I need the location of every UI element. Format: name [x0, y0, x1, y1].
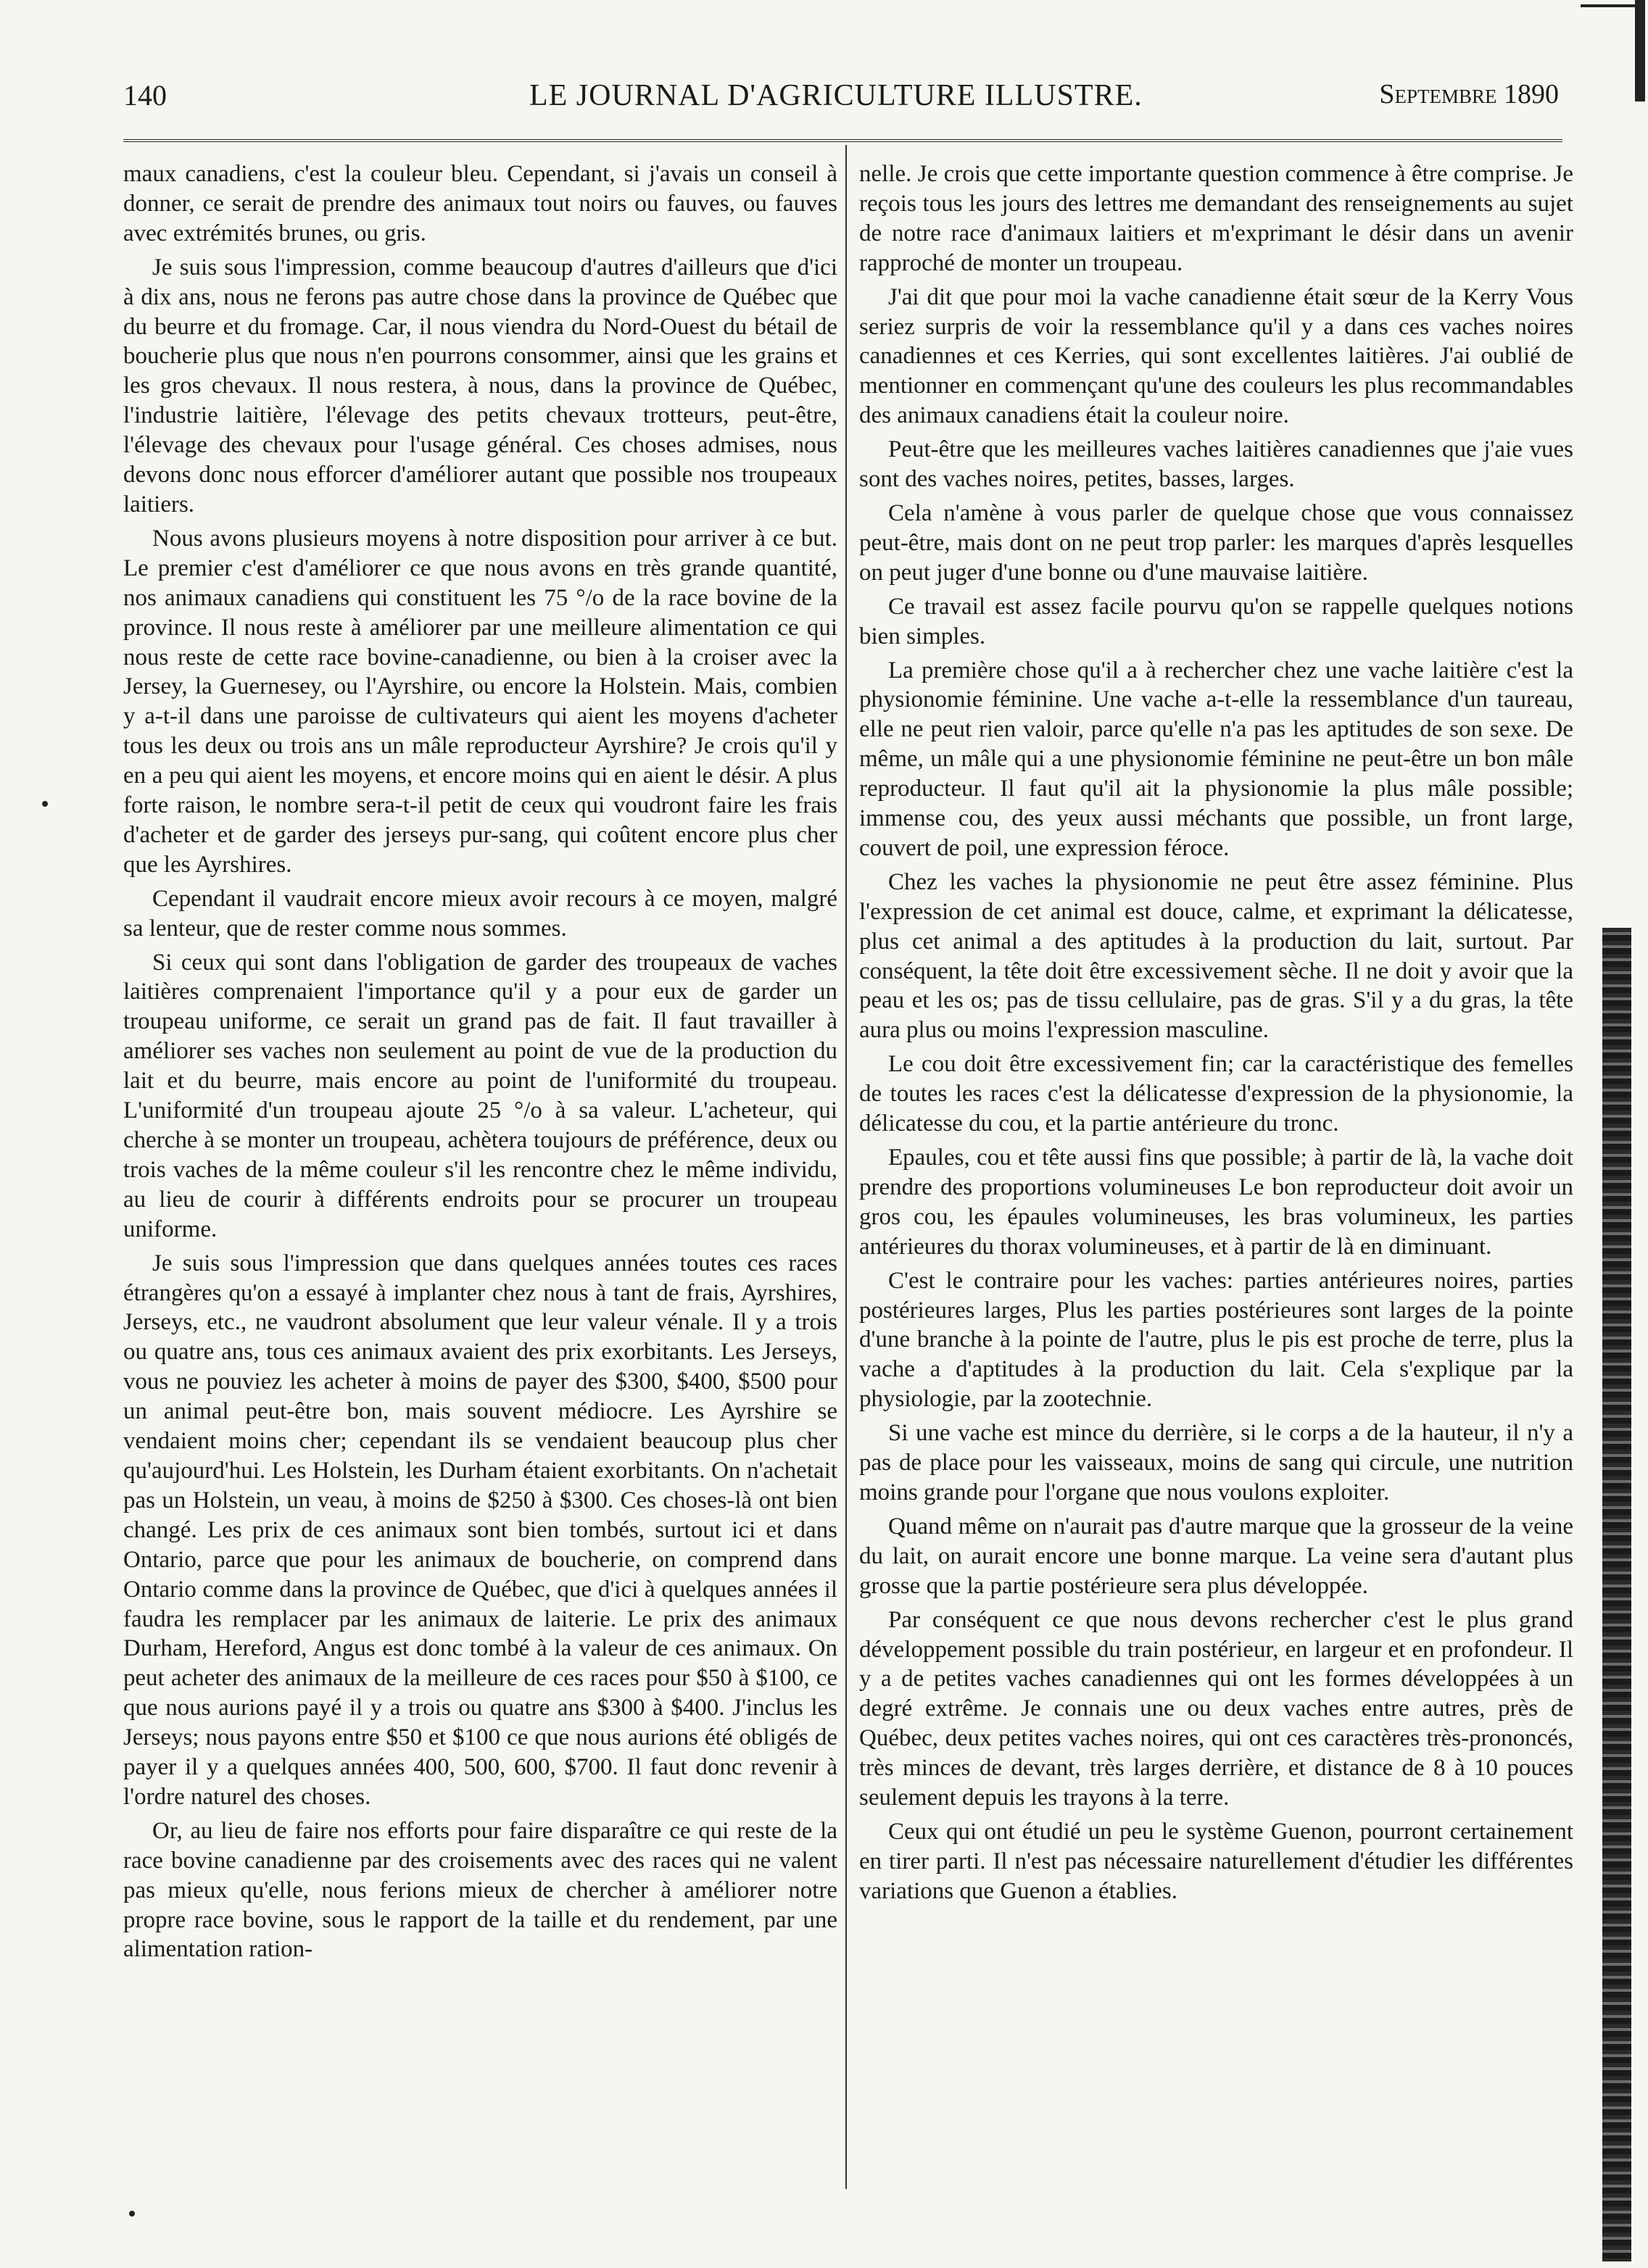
paragraph: Nous avons plusieurs moyens à notre disposition pour arriver à ce but. Le premier c'est d'améliorer ce que nous avons en très grande quantité, nos animaux canadiens qui constituent les 75 °/o de la race bovine de la province. Il nous reste à améliorer par une meilleure alimentation ce qui nous reste de cette race bovine-canadienne, ou bien à la croiser avec la Jersey, la Guernesey, ou l'Ayrshire, ou encore la Holstein. Mais, combien y a-t-il dans une paroisse de cultivateurs qui aient les moyens d'acheter tous les deux ou trois ans un mâle reproducteur Ayrshire? Je crois qu'il y en a peu qui aient les moyens, et encore moins qui en aient le désir. A plus forte raison, le nombre sera-t-il petit de ceux qui voudront faire les frais d'acheter et de garder des jerseys pur-sang, qui coûtent encore plus cher que les Ayrshires. — [123, 525, 837, 878]
paragraph: C'est le contraire pour les vaches: parties antérieures noires, parties postérieures larges, Plus les parties postérieures sont larges de la pointe d'une branche à la pointe de l'autre, plus le pis est proche de terre, plus la vache a d'aptitudes à la production du lait. Cela s'explique par la physiologie, par la zootechnie. — [859, 1267, 1573, 1413]
issue-date: Septembre 1890 — [1379, 79, 1559, 109]
header-rule — [123, 139, 1562, 142]
paragraph: Le cou doit être excessivement fin; car la caractéristique des femelles de toutes les races c'est la délicatesse d'expression de la physionomie, la délicatesse du cou, et la partie antérieure du tronc. — [859, 1051, 1573, 1137]
paragraph: La première chose qu'il a à rechercher chez une vache laitière c'est la physionomie féminine. Une vache a-t-elle la ressemblance d'un taureau, elle ne peut rien valoir, parce qu'elle n'a pas les aptitudes de son sexe. De même, un mâle qui a une physionomie féminine ne peut-être un bon mâle reproducteur. Il faut qu'il ait la physionomie la plus mâle possible; immense cou, des yeux aussi méchants que possible, un front large, couvert de poil, une expression féroce. — [859, 657, 1573, 861]
paragraph: J'ai dit que pour moi la vache canadienne était sœur de la Kerry Vous seriez surpris de voir la ressemblance qu'il y a dans ces vaches noires canadiennes et ces Kerries, qui sont excellentes laitières. J'ai oublié de mentionner en commençant qu'une des couleurs les plus recommandables des animaux canadiens était la couleur noire. — [859, 283, 1573, 429]
paragraph: Ce travail est assez facile pourvu qu'on se rappelle quelques notions bien simples. — [859, 593, 1573, 649]
paragraph: Chez les vaches la physionomie ne peut être assez féminine. Plus l'expression de cet animal est douce, calme, et exprimant la délicatesse, plus cet animal a des aptitudes à la production du lait, surtout. Par conséquent, la tête doit être excessivement sèche. Il ne doit y avoir que la peau et les os; pas de tissu cellulaire, pas de gras. S'il y a du gras, la tête aura plus ou moins l'expression masculine. — [859, 868, 1573, 1044]
page-edge-scan-artifact — [1602, 928, 1631, 2261]
stray-dot — [129, 2211, 135, 2217]
paragraph: Je suis sous l'impression que dans quelques années toutes ces races étrangères qu'on a essayé à implanter chez nous à tant de frais, Ayrshires, Jerseys, etc., ne vaudront absolument que leur valeur vénale. Il y a trois ou quatre ans, tous ces animaux avaient des prix exorbitants. Les Jerseys, vous ne pouviez les acheter à moins de payer des $300, $400, $500 pour un animal peut-être bon, mais souvent médiocre. Les Ayrshire se vendaient moins cher; cependant ils se vendaient beaucoup plus cher qu'aujourd'hui. Les Holstein, les Durham étaient exorbitants. On n'achetait pas un Holstein, un veau, à moins de $250 à $300. Ces choses-là ont bien changé. Les prix de ces animaux sont bien tombés, surtout ici et dans Ontario, parce que pour les animaux de boucherie, on comprend dans Ontario comme dans la province de Québec, que d'ici à quelques années il faudra les remplacer par les animaux de laiterie. Le prix des animaux Durham, Hereford, Angus est donc tombé à la valeur de ces animaux. On peut acheter des animaux de la meilleure de ces races pour $50 à $100, ce que nous aurions payé il y a trois ou quatre ans $300 à $400. J'inclus les Jerseys; nous payons entre $50 et $100 ce que nous aurions été obligés de payer il y a quelques années 400, 500, 600, $700. Il faut donc revenir à l'ordre naturel des choses. — [123, 1250, 837, 1810]
column-divider — [845, 145, 847, 2189]
paragraph: nelle. Je crois que cette importante question commence à être comprise. Je reçois tous les jours des lettres me demandant des renseignements au sujet de notre race d'animaux laitiers et m'exprimant le désir dans un avenir rapproché de monter un troupeau. — [859, 161, 1573, 276]
page-number: 140 — [123, 79, 167, 112]
paragraph: Cela n'amène à vous parler de quelque chose que vous connaissez peut-être, mais dont on ne peut trop parler: les marques d'après lesquelles on peut juger d'une bonne ou d'une mauvaise laitière. — [859, 499, 1573, 586]
paragraph: Par conséquent ce que nous devons rechercher c'est le plus grand développement possible du train postérieur, en largeur et en profondeur. Il y a de petites vaches canadiennes qui ont les formes développées à un degré extrême. Je connais une ou deux vaches entre autres, près de Québec, deux petites vaches noires, qui ont ces caractères très-prononcés, très minces de devant, très larges derrière, et distance de 8 à 10 pouces seulement depuis les trayons à la terre. — [859, 1606, 1573, 1811]
paragraph: Or, au lieu de faire nos efforts pour faire disparaître ce qui reste de la race bovine canadienne par des croisements avec des races qui ne valent pas mieux qu'elle, nous ferions mieux de chercher à améliorer notre propre race bovine, sous le rapport de la taille et du rendement, par une alimentation ration- — [123, 1817, 837, 1963]
paragraph: Quand même on n'aurait pas d'autre marque que la grosseur de la veine du lait, on aurait encore une bonne marque. La veine sera d'autant plus grosse que la partie postérieure sera plus développée. — [859, 1513, 1573, 1599]
journal-title: LE JOURNAL D'AGRICULTURE ILLUSTRE. — [529, 79, 1143, 112]
paragraph: Je suis sous l'impression, comme beaucoup d'autres d'ailleurs que d'ici à dix ans, nous ne ferons pas autre chose dans la province de Québec que du beurre et du fromage. Car, il nous viendra du Nord-Ouest du bétail de boucherie plus que nous n'en pourrons consommer, ainsi que les grains et les gros chevaux. Il nous restera, à nous, dans la province de Québec, l'industrie laitière, l'élevage des petits chevaux trotteurs, peut-être, l'élevage des chevaux pour l'usage général. Ces choses admises, nous devons donc nous efforcer d'améliorer autant que possible nos troupeaux laitiers. — [123, 254, 837, 518]
page-edge-mark — [1635, 0, 1645, 101]
stray-dot — [42, 801, 48, 807]
paragraph: Ceux qui ont étudié un peu le système Guenon, pourront certainement en tirer parti. Il n'est pas nécessaire naturellement d'étudier les différentes variations que Guenon a établies. — [859, 1818, 1573, 1904]
paragraph: Si une vache est mince du derrière, si le corps a de la hauteur, il n'y a pas de place pour les vaisseaux, moins de sang qui circule, une nutrition moins grande pour l'organe que nous voulons exploiter. — [859, 1420, 1573, 1505]
right-column — [859, 159, 1573, 2211]
left-column — [123, 159, 837, 2211]
paragraph: Si ceux qui sont dans l'obligation de garder des troupeaux de vaches laitières comprenaient l'importance qu'il y a pour eux de garder un troupeau uniforme, ce serait un grand pas de fait. Il faut travailler à améliorer ses vaches non seulement au point de vue de la production du lait et du beurre, mais encore au point de l'uniformité du troupeau. L'uniformité d'un troupeau ajoute 25 °/o à sa valeur. L'acheteur, qui cherche à se monter un troupeau, achètera toujours de préférence, deux ou trois vaches de la même couleur s'il les rencontre chez le même individu, au lieu de courir à différents endroits pour se procurer un troupeau uniforme. — [123, 949, 837, 1242]
page-header — [123, 78, 1573, 122]
paragraph: Cependant il vaudrait encore mieux avoir recours à ce moyen, malgré sa lenteur, que de rester comme nous sommes. — [123, 885, 837, 942]
paragraph: maux canadiens, c'est la couleur bleu. Cependant, si j'avais un conseil à donner, ce serait de prendre des animaux tout noirs ou fauves, ou fauves avec extrémités brunes, ou gris. — [123, 161, 837, 246]
paragraph: Peut-être que les meilleures vaches laitières canadiennes que j'aie vues sont des vaches noires, petites, basses, larges. — [859, 436, 1573, 493]
paragraph: Epaules, cou et tête aussi fins que possible; à partir de là, la vache doit prendre des proportions volumineuses Le bon reproducteur doit avoir un gros cou, les épaules volumineuses, les bras volumineux, les parties antérieures du thorax volumineuses, et à partir de là en diminuant. — [859, 1145, 1573, 1260]
page-edge-tick — [1581, 4, 1639, 7]
